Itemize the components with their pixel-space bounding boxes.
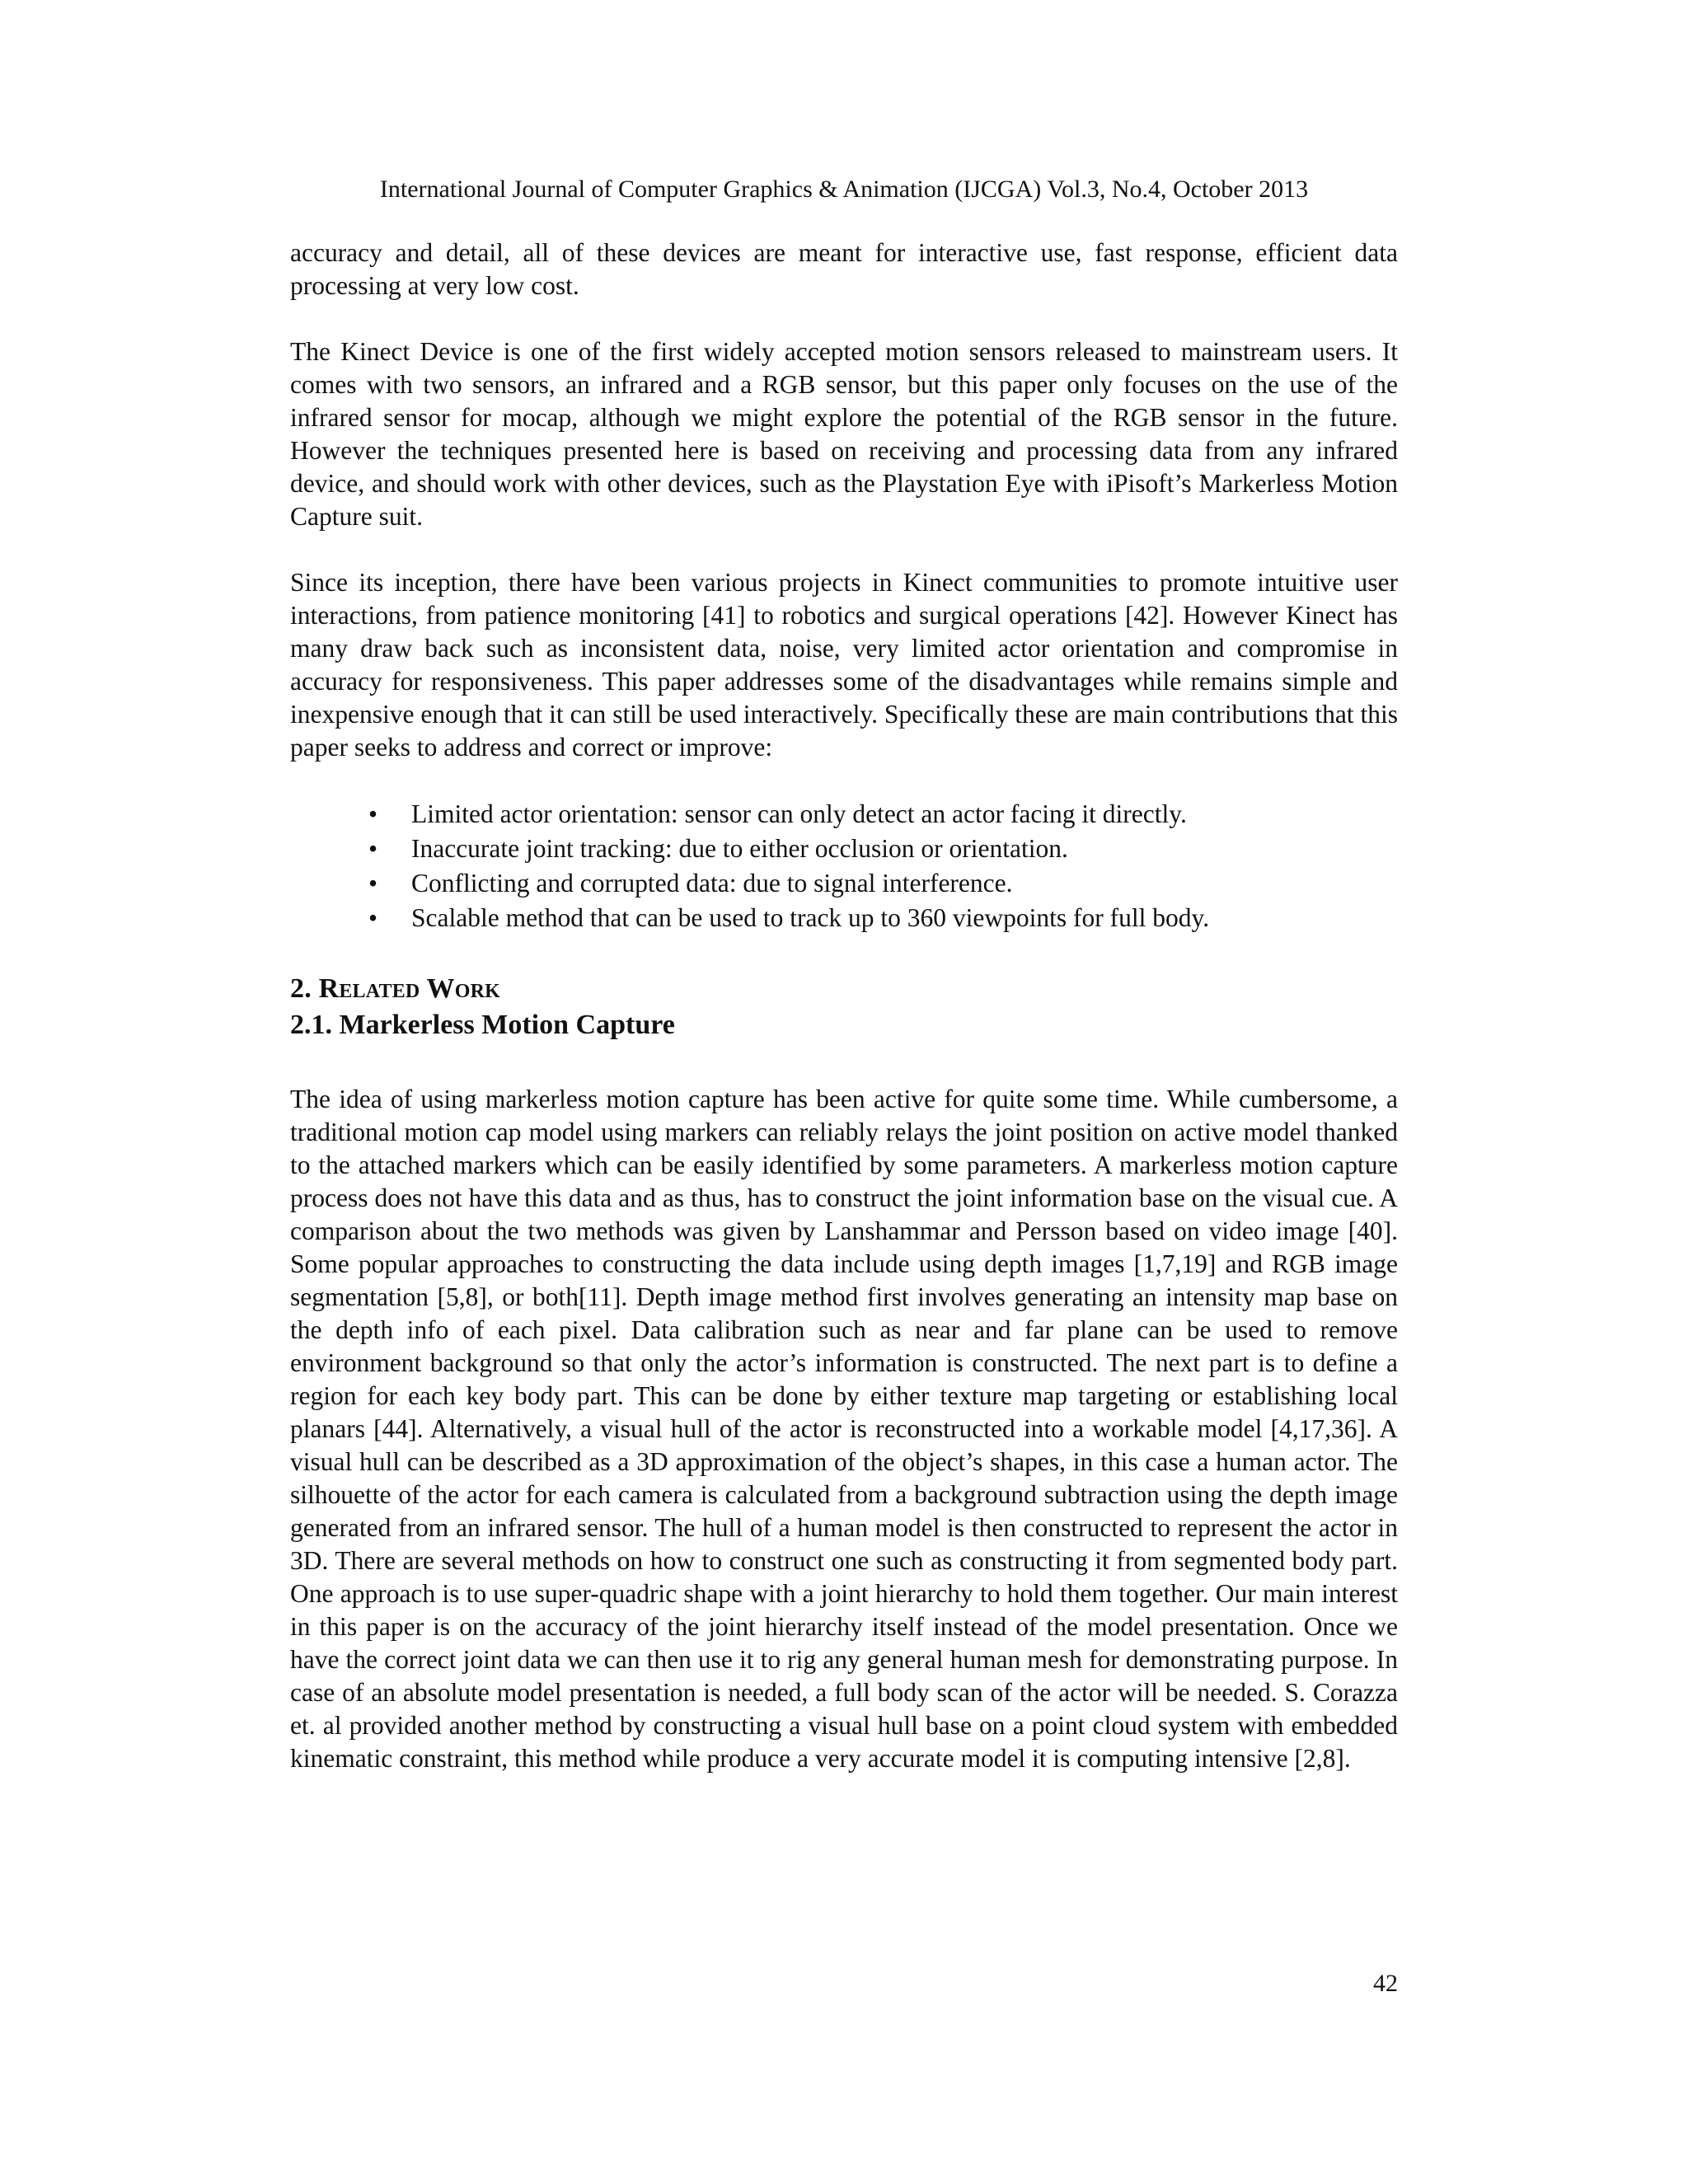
page-number: 42 — [1373, 1970, 1398, 1997]
list-item-text: Inaccurate joint tracking: due to either occlusion or orientation. — [411, 834, 1068, 863]
list-item — [290, 901, 1398, 935]
paragraph: Since its inception, there have been various projects in Kinect communities to promote intuitive user interactions, from patience monitoring [41] to robotics and surgical operations [42]. However Kinect has many draw back such as inconsistent data, noise, very limited actor orientation and compromise in accuracy for responsiveness. This paper addresses some of the disadvantages while remains simple and inexpensive enough that it can still be used interactively. Specifically these are main contributions that this paper seeks to address and correct or improve: — [290, 568, 1398, 762]
list-item-text: Limited actor orientation: sensor can only detect an actor facing it directly. — [411, 799, 1187, 828]
bullet-icon: • — [368, 834, 378, 863]
paragraph: The idea of using markerless motion capture has been active for quite some time. While cumbersome, a traditional motion cap model using markers can reliably relays the joint position on active model thanked to the attached markers which can be easily identified by some parameters. A markerless motion capture process does not have this data and as thus, has to construct the joint information base on the visual cue. A comparison about the two methods was given by Lanshammar and Persson based on video image [40]. Some popular approaches to constructing the data include using depth images [1,7,19] and RGB image segmentation [5,8], or both[11]. Depth image method first involves generating an intensity map base on the depth info of each pixel. Data calibration such as near and far plane can be used to remove environment background so that only the actor’s information is constructed. The next part is to define a region for each key body part. This can be done by either texture map targeting or establishing local planars [44]. Alternatively, a visual hull of the actor is reconstructed into a workable model [4,17,36]. A visual hull can be described as a 3D approximation of the object’s shapes, in this case a human actor. The silhouette of the actor for each camera is calculated from a background subtraction using the depth image generated from an infrared sensor. The hull of a human model is then constructed to represent the actor in 3D. There are several methods on how to construct one such as constructing it from segmented body part. One approach is to use super-quadric shape with a joint hierarchy to hold them together. Our main interest in this paper is on the accuracy of the joint hierarchy itself instead of the model presentation. Once we have the correct joint data we can then use it to rig any general human mesh for demonstrating purpose. In case of an absolute model presentation is needed, a full body scan of the actor will be needed. S. Corazza et. al provided another method by constructing a visual hull base on a point cloud system with embedded kinematic constraint, this method while produce a very accurate model it is computing intensive [2,8]. — [290, 1085, 1398, 1773]
contribution-list — [290, 797, 1398, 935]
bullet-icon: • — [368, 799, 378, 828]
page-body — [290, 237, 1398, 1808]
paragraph: The Kinect Device is one of the first widely accepted motion sensors released to mainstream users. It comes with two sensors, an infrared and a RGB sensor, but this paper only focuses on the use of the infrared sensor for mocap, although we might explore the potential of the RGB sensor in the future. However the techniques presented here is based on receiving and processing data from any infrared device, and should work with other devices, such as the Playstation Eye with iPisoft’s Markerless Motion Capture suit. — [290, 337, 1398, 531]
paragraph: accuracy and detail, all of these devices are meant for interactive use, fast response, efficient data processing at very low cost. — [290, 238, 1398, 300]
list-item-text: Conflicting and corrupted data: due to signal interference. — [411, 869, 1013, 898]
list-item — [290, 866, 1398, 901]
list-item — [290, 832, 1398, 866]
list-item — [290, 797, 1398, 832]
section-heading: 2. Related Work — [290, 973, 501, 1004]
list-item-text: Scalable method that can be used to track up to 360 viewpoints for full body. — [411, 903, 1210, 932]
bullet-icon: • — [368, 869, 378, 898]
bullet-icon: • — [368, 903, 378, 932]
subsection-heading: 2.1. Markerless Motion Capture — [290, 1010, 675, 1040]
journal-header: International Journal of Computer Graphics & Animation (IJCGA) Vol.3, No.4, October 2013 — [379, 176, 1309, 203]
